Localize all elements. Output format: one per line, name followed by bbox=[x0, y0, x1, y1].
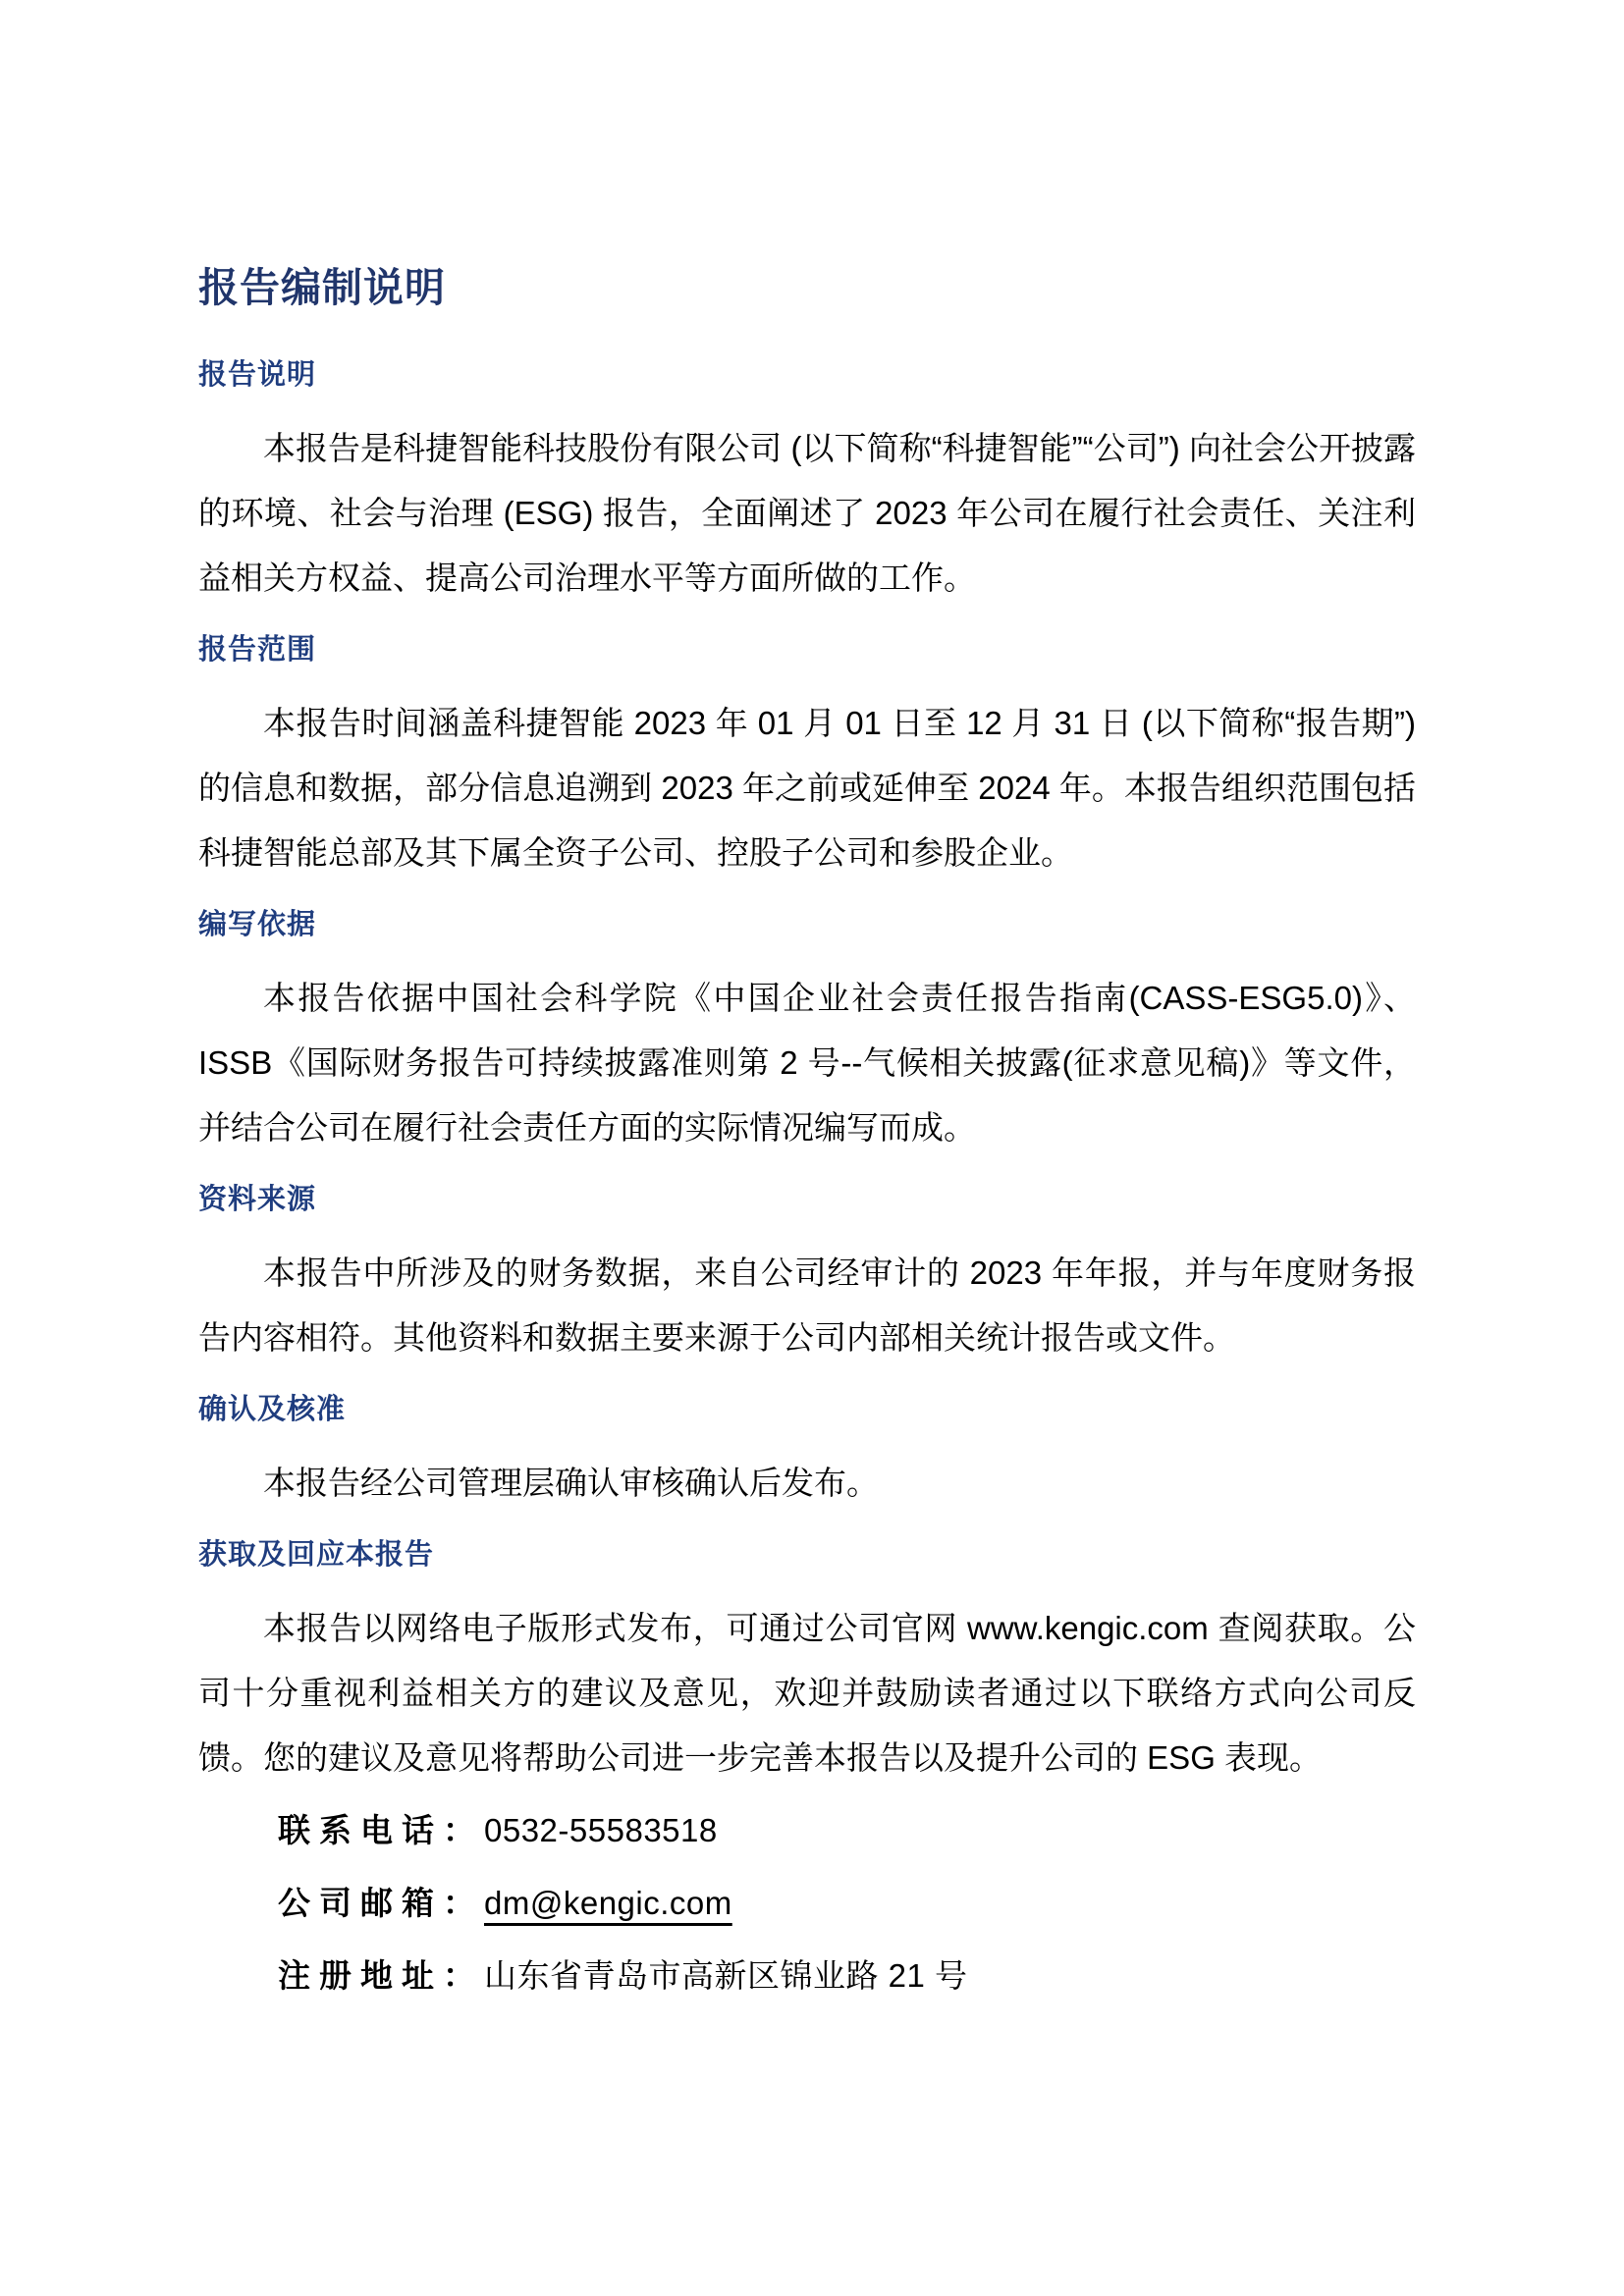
page-title: 报告编制说明 bbox=[198, 265, 446, 310]
contact-label-email: 公司邮箱： bbox=[278, 1885, 484, 1921]
section-paragraph-report-description: 本报告是科捷智能科技股份有限公司 (以下简称“科捷智能”“公司”) 向社会公开披露的环境、社会与治理 (ESG) 报告，全面阐述了 2023 年公司在履行社会责任、关注利益相关方权益、提高公司治理水平等方面所做的工作。 bbox=[198, 430, 1416, 596]
section-paragraph-report-scope: 本报告时间涵盖科捷智能 2023 年 01 月 01 日至 12 月 31 日 (以下简称“报告期”) 的信息和数据，部分信息追溯到 2023 年之前或延伸至 2024 年。本报告组织范围包括科捷智能总部及其下属全资子公司、控股子公司和参股企业。 bbox=[198, 705, 1416, 871]
contact-row-email bbox=[278, 1871, 1416, 1936]
colon: ： bbox=[443, 1885, 484, 1921]
section-paragraph-access-response: 本报告以网络电子版形式发布，可通过公司官网 www.kengic.com 查阅获取。公司十分重视利益相关方的建议及意见，欢迎并鼓励读者通过以下联络方式向公司反馈。您的建议及意见将帮助公司进一步完善本报告以及提升公司的 ESG 表现。 bbox=[198, 1610, 1416, 1776]
section-paragraph-data-source: 本报告中所涉及的财务数据，来自公司经审计的 2023 年年报，并与年度财务报告内容相符。其他资料和数据主要来源于公司内部相关统计报告或文件。 bbox=[198, 1255, 1416, 1356]
section-heading-data-source: 资料来源 bbox=[198, 1184, 317, 1215]
section-paragraph-preparation-basis: 本报告依据中国社会科学院《中国企业社会责任报告指南(CASS-ESG5.0)》、ISSB《国际财务报告可持续披露准则第 2 号--气候相关披露(征求意见稿)》等文件，并结合公司在履行社会责任方面的实际情况编写而成。 bbox=[198, 980, 1416, 1146]
section-paragraph-confirmation-approval: 本报告经公司管理层确认审核确认后发布。 bbox=[263, 1465, 879, 1501]
contact-value-phone: 0532-55583518 bbox=[484, 1812, 718, 1848]
colon: ： bbox=[443, 1812, 484, 1848]
contact-row-phone bbox=[278, 1798, 1416, 1863]
colon: ： bbox=[443, 1957, 484, 1994]
section-heading-report-scope: 报告范围 bbox=[198, 634, 317, 666]
section-heading-preparation-basis: 编写依据 bbox=[198, 909, 317, 940]
contact-value-address: 山东省青岛市高新区锦业路 21 号 bbox=[484, 1957, 968, 1994]
email-link[interactable]: dm@kengic.com bbox=[484, 1885, 732, 1921]
contact-label-phone: 联系电话： bbox=[278, 1812, 484, 1848]
contact-label-address: 注册地址： bbox=[278, 1957, 484, 1994]
section-heading-access-response: 获取及回应本报告 bbox=[198, 1539, 435, 1571]
section-heading-confirmation-approval: 确认及核准 bbox=[198, 1394, 347, 1425]
section-heading-report-description: 报告说明 bbox=[198, 359, 317, 391]
contact-row-address bbox=[278, 1944, 1416, 2008]
